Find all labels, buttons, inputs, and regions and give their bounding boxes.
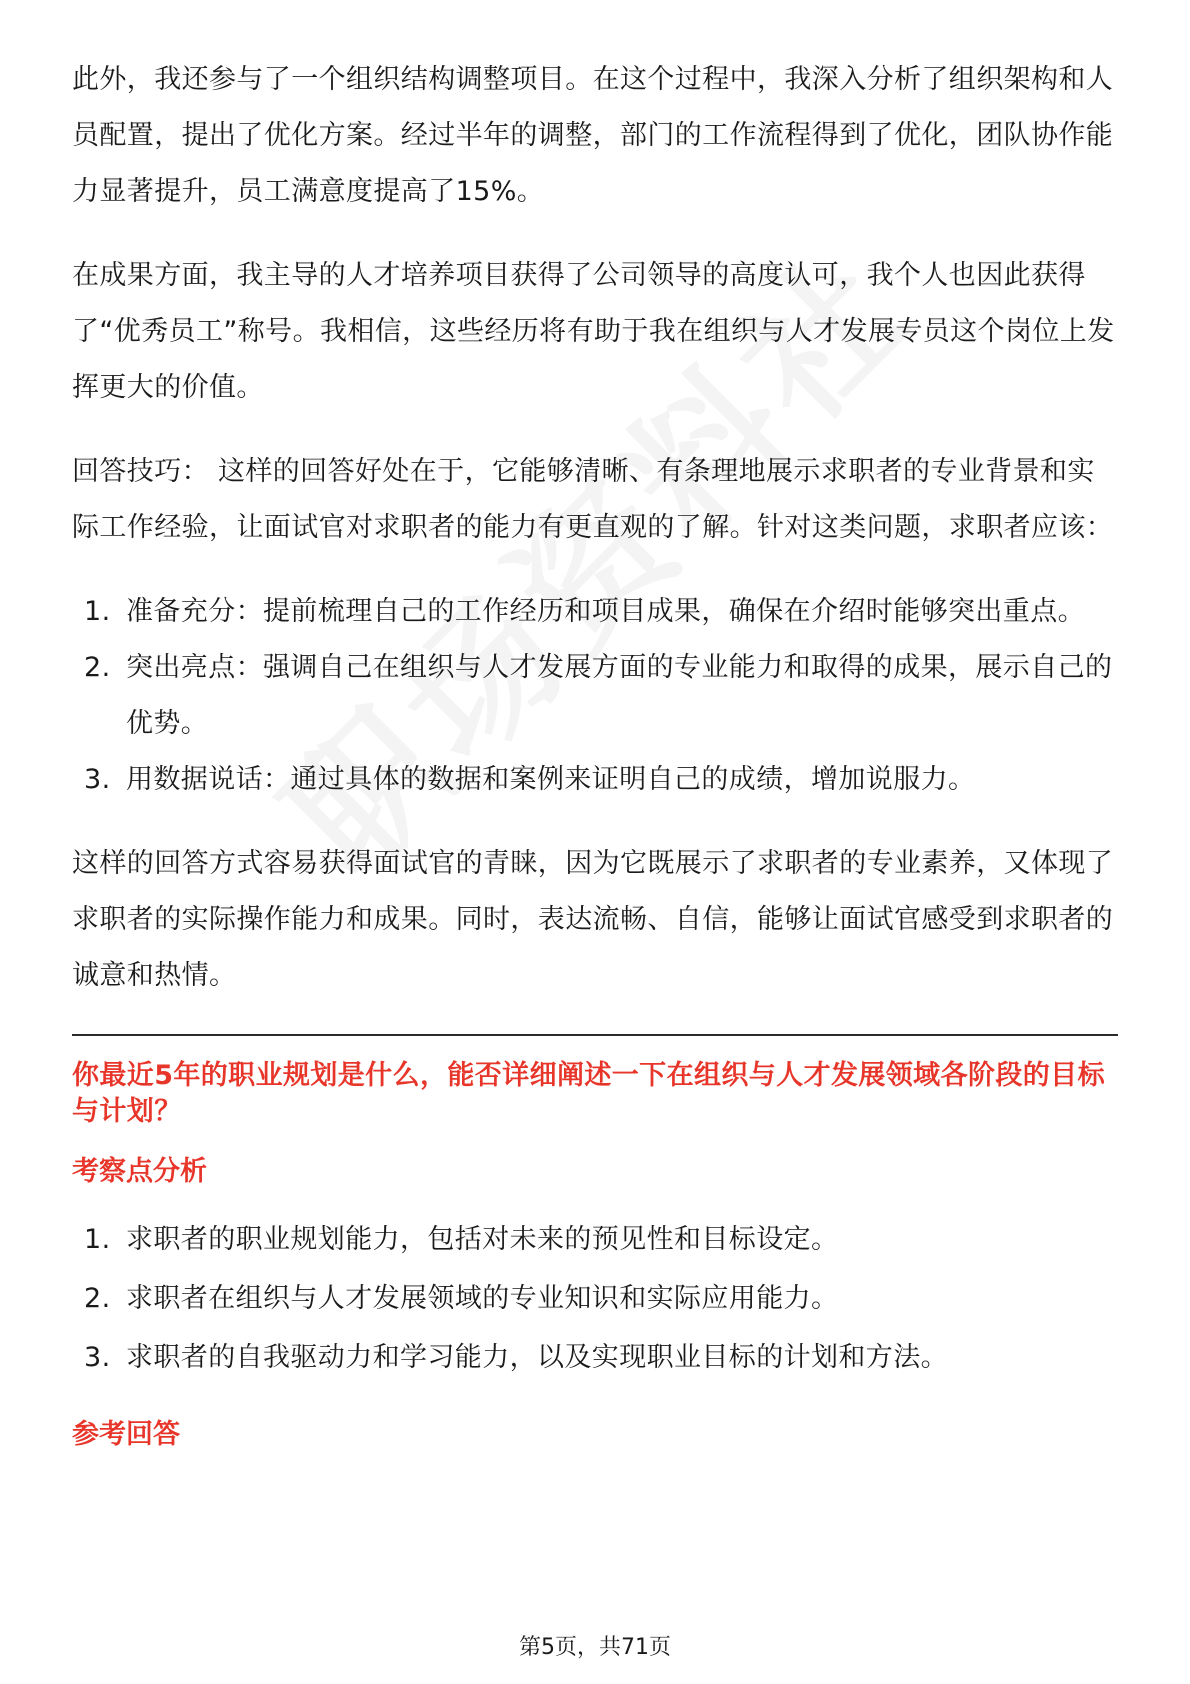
- list-number: 3.: [84, 1342, 111, 1373]
- analysis-title: 考察点分析: [72, 1156, 207, 1187]
- list-item-text: 用数据说话：通过具体的数据和案例来证明自己的成绩，增加说服力。: [126, 764, 976, 795]
- section-divider: [72, 1034, 1118, 1036]
- list-item-text: 求职者的自我驱动力和学习能力，以及实现职业目标的计划和方法。: [126, 1342, 948, 1373]
- list-item: [72, 752, 1118, 808]
- list-item: [72, 640, 1118, 752]
- list-number: 1.: [84, 1224, 111, 1255]
- paragraph-summary: 这样的回答方式容易获得面试官的青睐，因为它既展示了求职者的专业素养，又体现了求职者的实际操作能力和成果。同时，表达流畅、自信，能够让面试官感受到求职者的诚意和热情。: [72, 848, 1114, 991]
- page-footer: 第5页，共71页: [519, 1635, 671, 1660]
- paragraph-answer-tips: 回答技巧： 这样的回答好处在于，它能够清晰、有条理地展示求职者的专业背景和实际工作经验，让面试官对求职者的能力有更直观的了解。针对这类问题，求职者应该：: [72, 456, 1114, 543]
- document-body: [72, 52, 1118, 1473]
- list-number: 2.: [84, 1283, 111, 1314]
- tips-list: [72, 584, 1118, 808]
- list-item-text: 突出亮点：强调自己在组织与人才发展方面的专业能力和取得的成果，展示自己的优势。: [126, 652, 1113, 739]
- question-heading: 你最近5年的职业规划是什么，能否详细阐述一下在组织与人才发展领域各阶段的目标与计划？: [72, 1060, 1105, 1127]
- paragraph-org-restructure: 此外，我还参与了一个组织结构调整项目。在这个过程中，我深入分析了组织架构和人员配置，提出了优化方案。经过半年的调整，部门的工作流程得到了优化，团队协作能力显著提升，员工满意度提高了15%。: [72, 64, 1114, 207]
- list-number: 1.: [84, 596, 111, 627]
- list-number: 2.: [84, 652, 111, 683]
- list-item-text: 求职者的职业规划能力，包括对未来的预见性和目标设定。: [126, 1224, 839, 1255]
- paragraph-achievements: 在成果方面，我主导的人才培养项目获得了公司领导的高度认可，我个人也因此获得了“优秀员工”称号。我相信，这些经历将有助于我在组织与人才发展专员这个岗位上发挥更大的价值。: [72, 260, 1115, 403]
- list-item: [72, 584, 1118, 640]
- list-item: [72, 1269, 1118, 1328]
- list-item: [72, 1328, 1118, 1387]
- list-number: 3.: [84, 764, 111, 795]
- answer-title: 参考回答: [72, 1419, 180, 1450]
- list-item: [72, 1210, 1118, 1269]
- list-item-text: 准备充分：提前梳理自己的工作经历和项目成果，确保在介绍时能够突出重点。: [126, 596, 1085, 627]
- list-item-text: 求职者在组织与人才发展领域的专业知识和实际应用能力。: [126, 1283, 839, 1314]
- analysis-list: [72, 1210, 1118, 1387]
